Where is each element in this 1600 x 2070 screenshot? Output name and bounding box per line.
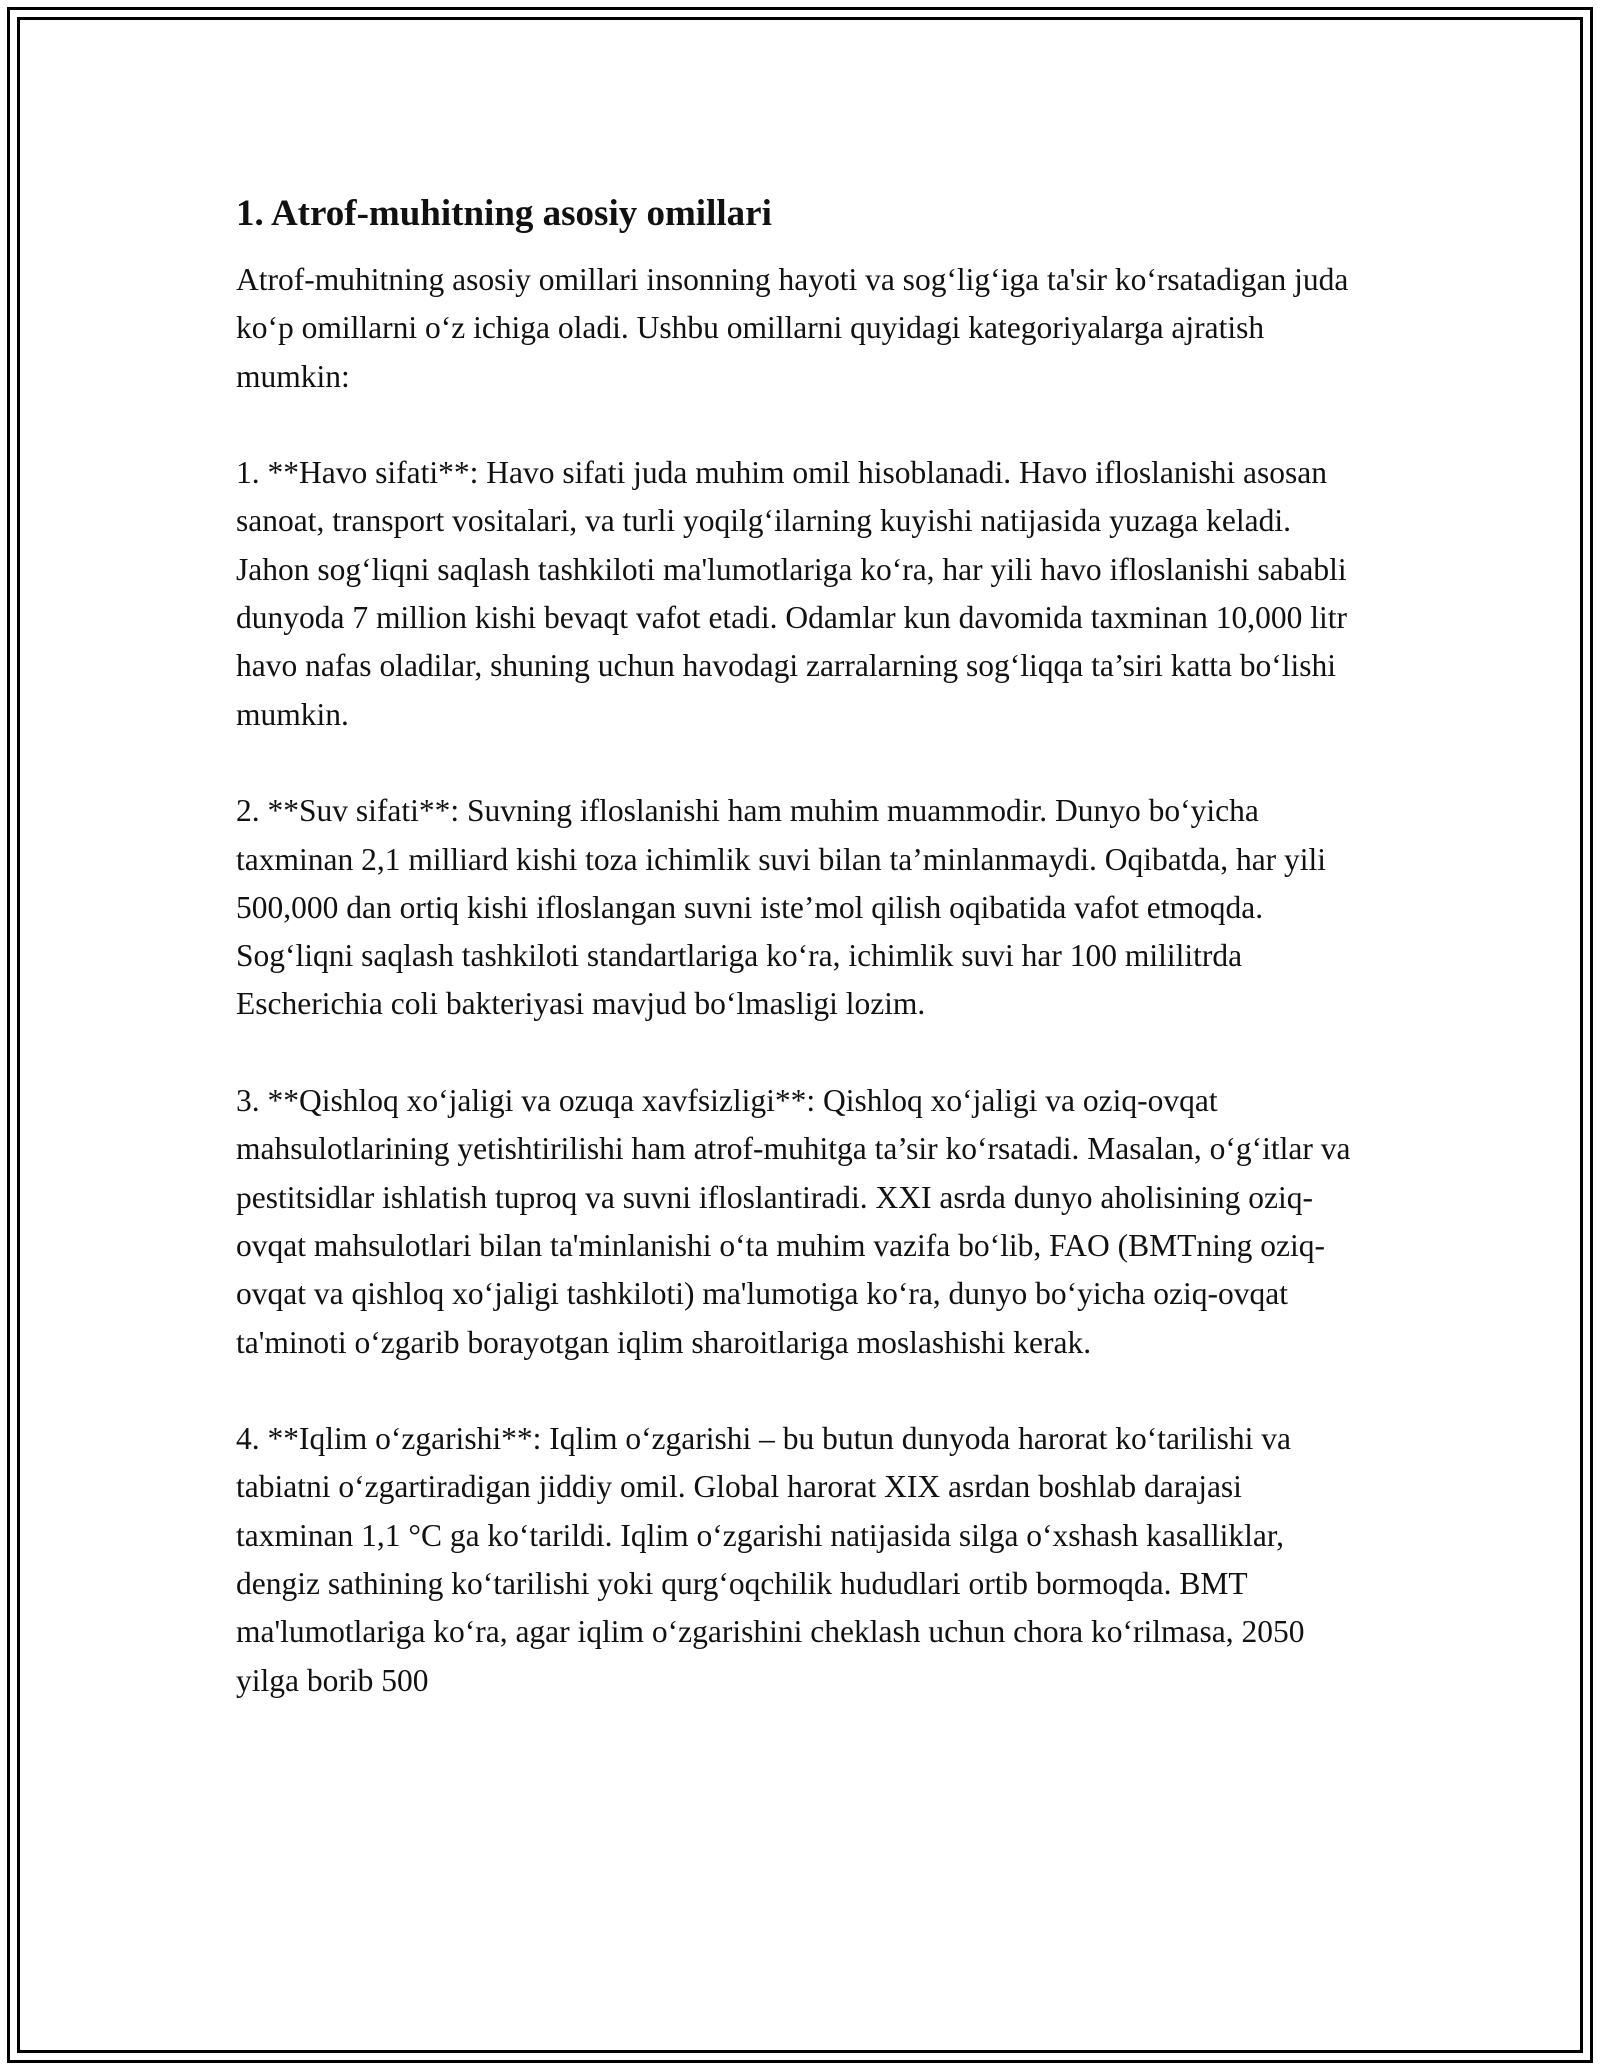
water-quality-paragraph: 2. **Suv sifati**: Suvning ifloslanishi ham muhim muammodir. Dunyo bo‘yicha taxminan 2,1 milliard kishi toza ichimlik suvi bilan ta’minlanmaydi. Oqibatda, har yili 500,000 dan ortiq kishi ifloslangan suvni iste’mol qilish oqibatida vafot etmoqda. Sog‘liqni saqlash tashkiloti standartlariga ko‘ra, ichimlik suvi har 100 mililitrda Escherichia coli bakteriyasi mavjud bo‘lmasligi lozim. [236, 793, 1327, 1022]
document-body [236, 188, 1366, 1753]
agriculture-food-security-paragraph: 3. **Qishloq xo‘jaligi va ozuqa xavfsizligi**: Qishloq xo‘jaligi va oziq-ovqat mahsulotlarining yetishtirilishi ham atrof-muhitga ta’sir ko‘rsatadi. Masalan, o‘g‘itlar va pestitsidlar ishlatish tuproq va suvni ifloslantiradi. XXI asrda dunyo aholisining oziq-ovqat mahsulotlari bilan ta'minlanishi o‘ta muhim vazifa bo‘lib, FAO (BMTning oziq-ovqat va qishloq xo‘jaligi tashkiloti) ma'lumotiga ko‘ra, dunyo bo‘yicha oziq-ovqat ta'minoti o‘zgarib borayotgan iqlim sharoitlariga moslashishi kerak. [236, 1083, 1351, 1360]
climate-change-paragraph: 4. **Iqlim o‘zgarishi**: Iqlim o‘zgarishi – bu butun dunyoda harorat ko‘tarilishi va tabiatni o‘zgartiradigan jiddiy omil. Global harorat XIX asrdan boshlab darajasi taxminan 1,1 °C ga ko‘tarildi. Iqlim o‘zgarishi natijasida silga o‘xshash kasalliklar, dengiz sathining ko‘tarilishi yoki qurg‘oqchilik hududlari ortib bormoqda. BMT ma'lumotlariga ko‘ra, agar iqlim o‘zgarishini cheklash uchun chora ko‘rilmasa, 2050 yilga borib 500 [236, 1421, 1305, 1698]
section-heading: 1. Atrof-muhitning asosiy omillari [236, 193, 772, 234]
intro-paragraph: Atrof-muhitning asosiy omillari insonning hayoti va sog‘lig‘iga ta'sir ko‘rsatadigan juda ko‘p omillarni o‘z ichiga oladi. Ushbu omillarni quyidagi kategoriyalarga ajratish mumkin: [236, 262, 1349, 394]
air-quality-paragraph: 1. **Havo sifati**: Havo sifati juda muhim omil hisoblanadi. Havo ifloslanishi asosan sanoat, transport vositalari, va turli yoqilg‘ilarning kuyishi natijasida yuzaga keladi. Jahon sog‘liqni saqlash tashkiloti ma'lumotlariga ko‘ra, har yili havo ifloslanishi sababli dunyoda 7 million kishi bevaqt vafot etadi. Odamlar kun davomida taxminan 10,000 litr havo nafas oladilar, shuning uchun havodagi zarralarning sog‘liqqa ta’siri katta bo‘lishi mumkin. [236, 455, 1348, 732]
